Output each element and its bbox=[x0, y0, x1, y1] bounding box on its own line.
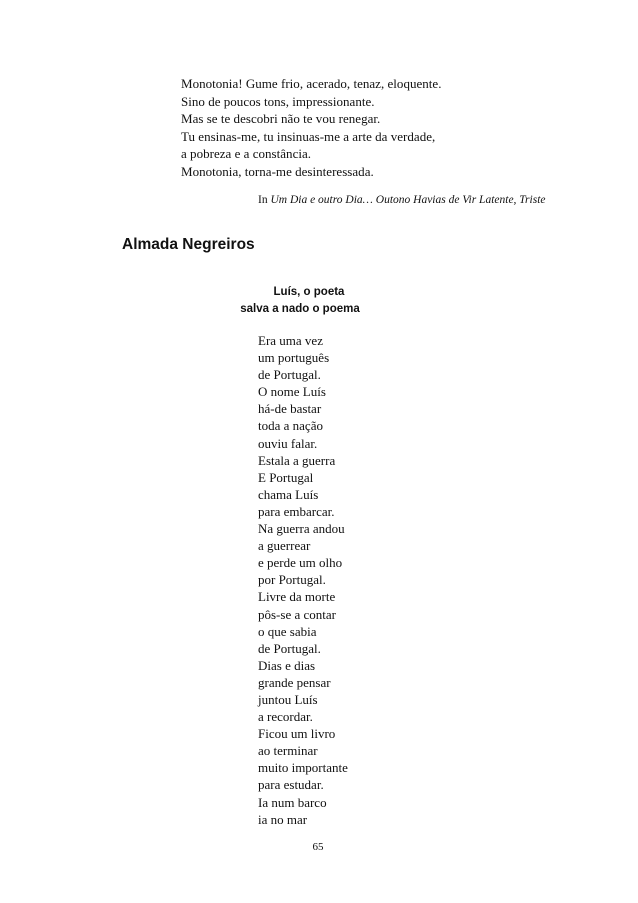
stanza-line: Monotonia! Gume frio, acerado, tenaz, eloquente. bbox=[181, 76, 442, 91]
poem-line: ao terminar bbox=[258, 743, 318, 759]
page-number: 65 bbox=[312, 841, 324, 853]
poem-line: um português bbox=[258, 350, 330, 366]
poem-line: e perde um olho bbox=[258, 555, 343, 571]
poem-line: Era uma vez bbox=[258, 333, 323, 348]
poem-line: a guerrear bbox=[258, 538, 311, 554]
poem-line: de Portugal. bbox=[258, 367, 321, 383]
poem-line: O nome Luís bbox=[258, 384, 326, 400]
poem-body bbox=[258, 332, 348, 828]
poem-line: Dias e dias bbox=[258, 657, 316, 673]
stanza-line: a pobreza e a constância. bbox=[181, 146, 312, 162]
poem-line: ouviu falar. bbox=[258, 435, 318, 451]
poem-line: por Portugal. bbox=[258, 572, 326, 588]
poem-line: E Portugal bbox=[258, 469, 314, 485]
poem-line: Livre da morte bbox=[258, 589, 336, 605]
author-heading: Almada Negreiros bbox=[122, 236, 255, 253]
poem-line: há-de bastar bbox=[258, 401, 322, 417]
previous-poem-stanza bbox=[181, 75, 442, 181]
poem-line: juntou Luís bbox=[258, 691, 318, 707]
poem-line: toda a nação bbox=[258, 418, 323, 434]
poem-title-line-2: salva a nado o poema bbox=[240, 303, 360, 315]
poem-line: para estudar. bbox=[258, 777, 324, 793]
poem-line: chama Luís bbox=[258, 486, 319, 502]
citation-prefix: In bbox=[258, 194, 268, 206]
citation-work-title: Um Dia e outro Dia… Outono Havias de Vir Latente, Triste bbox=[270, 194, 546, 206]
poem-line: de Portugal. bbox=[258, 640, 321, 656]
stanza-line: Monotonia, torna-me desinteressada. bbox=[181, 163, 374, 179]
poem-line: Na guerra andou bbox=[258, 521, 345, 537]
poem-line: Estala a guerra bbox=[258, 452, 336, 468]
poem-line: ia no mar bbox=[258, 811, 308, 827]
stanza-line: Sino de poucos tons, impressionante. bbox=[181, 93, 375, 109]
poem-title bbox=[200, 284, 400, 318]
poem-line: para embarcar. bbox=[258, 503, 335, 519]
poem-line: Ia num barco bbox=[258, 794, 327, 810]
poem-line: grande pensar bbox=[258, 674, 331, 690]
poem-title-line-1: Luís, o poeta bbox=[273, 286, 345, 298]
stanza-line: Mas se te descobri não te vou renegar. bbox=[181, 111, 381, 127]
stanza-line: Tu ensinas-me, tu insinuas-me a arte da verdade, bbox=[181, 128, 436, 144]
poem-line: o que sabia bbox=[258, 623, 317, 639]
poem-line: muito importante bbox=[258, 760, 348, 776]
poem-line: pôs-se a contar bbox=[258, 606, 336, 622]
poem-line: Ficou um livro bbox=[258, 726, 336, 742]
poem-line: a recordar. bbox=[258, 709, 313, 725]
source-citation bbox=[258, 193, 546, 207]
